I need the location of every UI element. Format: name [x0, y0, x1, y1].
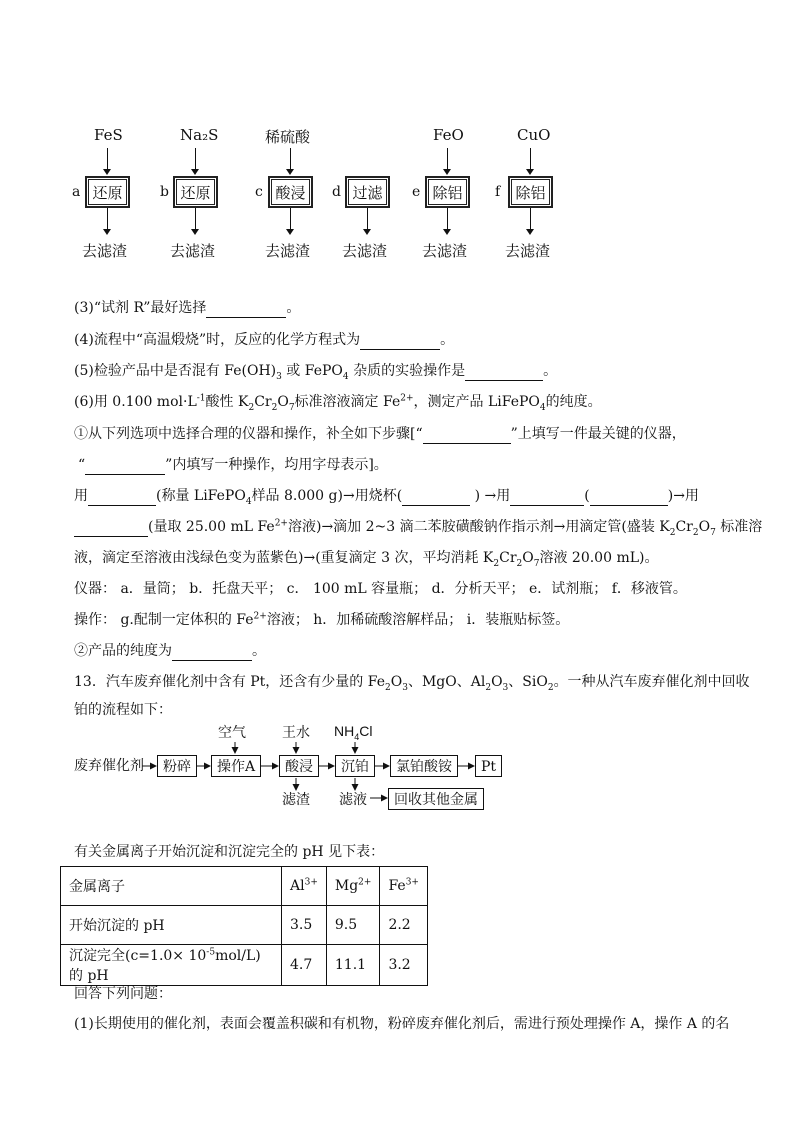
question-text: )→用	[667, 488, 699, 504]
option-operation-box: 除铝	[508, 176, 553, 208]
question-text: 酸性 K	[205, 394, 249, 410]
flow-aqua-regia-label: 王水	[282, 725, 310, 741]
punct: 。	[286, 300, 301, 316]
question-text: O	[277, 394, 289, 410]
table-cell: 3.5	[282, 906, 327, 945]
superscript: -5	[206, 947, 216, 958]
option-waste: 去滤渣	[422, 242, 468, 260]
superscript: 2+	[274, 518, 288, 529]
table-intro: 有关金属离子开始沉淀和沉淀完全的 pH 见下表：	[74, 844, 385, 860]
subscript: 3	[502, 682, 509, 693]
formula-part: NH	[334, 723, 355, 739]
flow-acid-leach-box: 酸浸	[279, 755, 319, 777]
question-text: 、MgO、Al	[407, 674, 486, 690]
subscript: 2	[493, 558, 500, 569]
ion-symbol: Mg	[334, 878, 359, 894]
subscript: 4	[354, 731, 360, 742]
option-waste: 去滤渣	[342, 242, 388, 260]
option-reagent: 稀硫酸	[265, 128, 311, 146]
subscript: 7	[710, 527, 716, 538]
flow-residue-label: 滤渣	[282, 792, 310, 808]
table-header-row	[61, 867, 428, 906]
subscript: 2	[516, 558, 523, 569]
subscript: 2	[271, 402, 278, 413]
question-text: ) →用	[470, 488, 511, 504]
punct: 。	[252, 643, 266, 659]
question-text: 、SiO	[508, 674, 548, 690]
option-letter: d	[332, 184, 341, 200]
superscript: 2+	[400, 393, 414, 404]
question-text: 操作： g.配制一定体积的 Fe	[74, 612, 254, 628]
flow-filtrate-label: 滤液	[339, 792, 367, 808]
superscript: 2+	[358, 877, 372, 888]
question-text: O	[390, 674, 403, 690]
subscript: 4	[342, 371, 349, 382]
question-text: Cr	[675, 519, 693, 535]
question-text: 13．汽车废弃催化剂中含有 Pt，还含有少量的 Fe	[74, 674, 385, 690]
flow-ammonium-chloroplatinate-box: 氯铂酸铵	[390, 755, 458, 777]
table-cell	[61, 945, 282, 986]
question-text: (	[584, 488, 590, 504]
subscript: 2	[385, 682, 391, 693]
option-operation-box: 还原	[173, 176, 218, 208]
subscript: 4	[539, 402, 546, 413]
flow-precipitate-box: 沉铂	[335, 755, 375, 777]
punct: 。	[440, 332, 455, 348]
ion-symbol: Fe	[388, 878, 406, 894]
option-operation-box: 除铝	[425, 176, 470, 208]
cell-text: 沉淀完全(c=1.0× 10	[69, 948, 207, 964]
question-text: “	[78, 457, 86, 473]
option-waste: 去滤渣	[82, 242, 128, 260]
table-cell: 11.1	[326, 945, 380, 986]
question-text: O	[698, 519, 711, 535]
table-header-cell	[380, 867, 428, 906]
flow-operation-a-box: 操作A	[211, 755, 261, 777]
table-row	[61, 906, 428, 945]
option-operation-box: 过滤	[345, 176, 390, 208]
question-text: 的纯度。	[545, 394, 602, 410]
option-letter: b	[160, 184, 169, 200]
subscript: 2	[692, 527, 699, 538]
flow-platinum-box: Pt	[475, 755, 502, 777]
option-reagent: Na₂S	[180, 126, 219, 144]
instrument-list: 仪器： a．量筒； b．托盘天平； c． 100 mL 容量瓶； d．分析天平； e．试剂瓶； f．移液管。	[74, 581, 687, 597]
question-text: 标准溶液滴定 Fe	[294, 394, 401, 410]
option-reagent: FeO	[433, 126, 464, 144]
question-text: 或 FePO	[281, 363, 343, 379]
table-cell: 9.5	[326, 906, 380, 945]
question-text: O	[491, 674, 503, 690]
question-text: 溶液； h．加稀硫酸溶解样品； i．装瓶贴标签。	[266, 612, 570, 628]
question-text: 溶液 20.00 mL)。	[539, 550, 659, 566]
question-text: ，测定产品 LiFePO	[413, 394, 540, 410]
option-letter: c	[255, 184, 263, 200]
superscript: -1	[196, 393, 206, 404]
table-cell: 4.7	[282, 945, 327, 986]
subscript: 3	[276, 371, 282, 382]
option-letter: f	[495, 184, 501, 200]
table-cell: 3.2	[380, 945, 428, 986]
option-letter: e	[412, 184, 421, 200]
question-text: ①从下列选项中选择合理的仪器和操作，补全如下步骤[“	[74, 426, 423, 442]
question-text: (称量 LiFePO	[156, 488, 246, 504]
subscript: 7	[288, 402, 295, 413]
superscript: 3+	[405, 877, 419, 888]
option-operation-box: 酸浸	[268, 176, 313, 208]
subscript: 7	[533, 558, 540, 569]
question-text: 用	[74, 488, 88, 504]
question-text: (量取 25.00 mL Fe	[148, 519, 275, 535]
flow-nh4cl-label	[334, 722, 372, 740]
cell-text: mol/L)的 pH	[69, 948, 261, 984]
option-letter: a	[72, 184, 81, 200]
table-header-cell	[326, 867, 380, 906]
subscript: 2	[485, 682, 492, 693]
option-reagent: CuO	[517, 126, 551, 144]
question-text: 溶液)→滴加 2~3 滴二苯胺磺酸钠作指示剂→用滴定管(盛装 K	[287, 519, 670, 535]
question-text: 样品 8.000 g)→用烧杯(	[251, 488, 403, 504]
question-text: O	[522, 550, 534, 566]
flow-recover-metals-box: 回收其他金属	[388, 788, 484, 810]
question-13-1: (1)长期使用的催化剂，表面会覆盖积碳和有机物，粉碎废弃催化剂后，需进行预处理操作 A，操作 A 的名	[74, 1016, 730, 1032]
table-header-cell: 金属离子	[61, 867, 282, 906]
question-text: 标准溶	[715, 519, 763, 535]
table-cell: 2.2	[380, 906, 428, 945]
ion-ph-table	[60, 866, 428, 986]
flow-start-label: 废弃催化剂	[74, 758, 144, 774]
question-text: Cr	[254, 394, 272, 410]
question-text: 液，滴定至溶液由浅绿色变为蓝紫色)→(重复滴定 3 次，平均消耗 K	[74, 550, 494, 566]
option-reagent: FeS	[94, 126, 123, 144]
subscript: 4	[245, 496, 252, 507]
option-waste: 去滤渣	[505, 242, 551, 260]
option-waste: 去滤渣	[170, 242, 216, 260]
question-text: (6)用 0.100 mol·L	[74, 394, 197, 410]
question-text: 。一种从汽车废弃催化剂中回收	[553, 674, 750, 690]
question-text: ②产品的纯度为	[74, 643, 172, 659]
subscript: 3	[402, 682, 408, 693]
punct: 。	[543, 363, 558, 379]
table-header-cell	[282, 867, 327, 906]
flow-crush-box: 粉碎	[157, 755, 197, 777]
answer-intro: 回答下列问题：	[74, 986, 172, 1002]
question-text: 杂质的实验操作是	[348, 363, 466, 379]
table-cell: 开始沉淀的 pH	[61, 906, 282, 945]
question-text: (4)流程中“高温煅烧”时，反应的化学方程式为	[74, 332, 361, 348]
question-text: Cr	[499, 550, 517, 566]
option-operation-box: 还原	[85, 176, 130, 208]
subscript: 2	[669, 527, 676, 538]
option-waste: 去滤渣	[265, 242, 311, 260]
superscript: 2+	[253, 611, 267, 622]
question-text: (3)“试剂 R”最好选择	[74, 300, 207, 316]
table-row	[61, 945, 428, 986]
superscript: 3+	[304, 877, 318, 888]
ion-symbol: Al	[290, 878, 305, 894]
formula-part: Cl	[359, 723, 373, 739]
question-13-flow-intro: 铂的流程如下：	[74, 702, 172, 718]
question-text: (5)检验产品中是否混有 Fe(OH)	[74, 363, 277, 379]
question-text: ”内填写一种操作，均用字母表示]。	[165, 457, 388, 473]
question-text: ”上填写一件最关键的仪器，	[510, 426, 686, 442]
flow-air-label: 空气	[218, 725, 246, 741]
subscript: 2	[547, 682, 554, 693]
subscript: 2	[248, 402, 255, 413]
